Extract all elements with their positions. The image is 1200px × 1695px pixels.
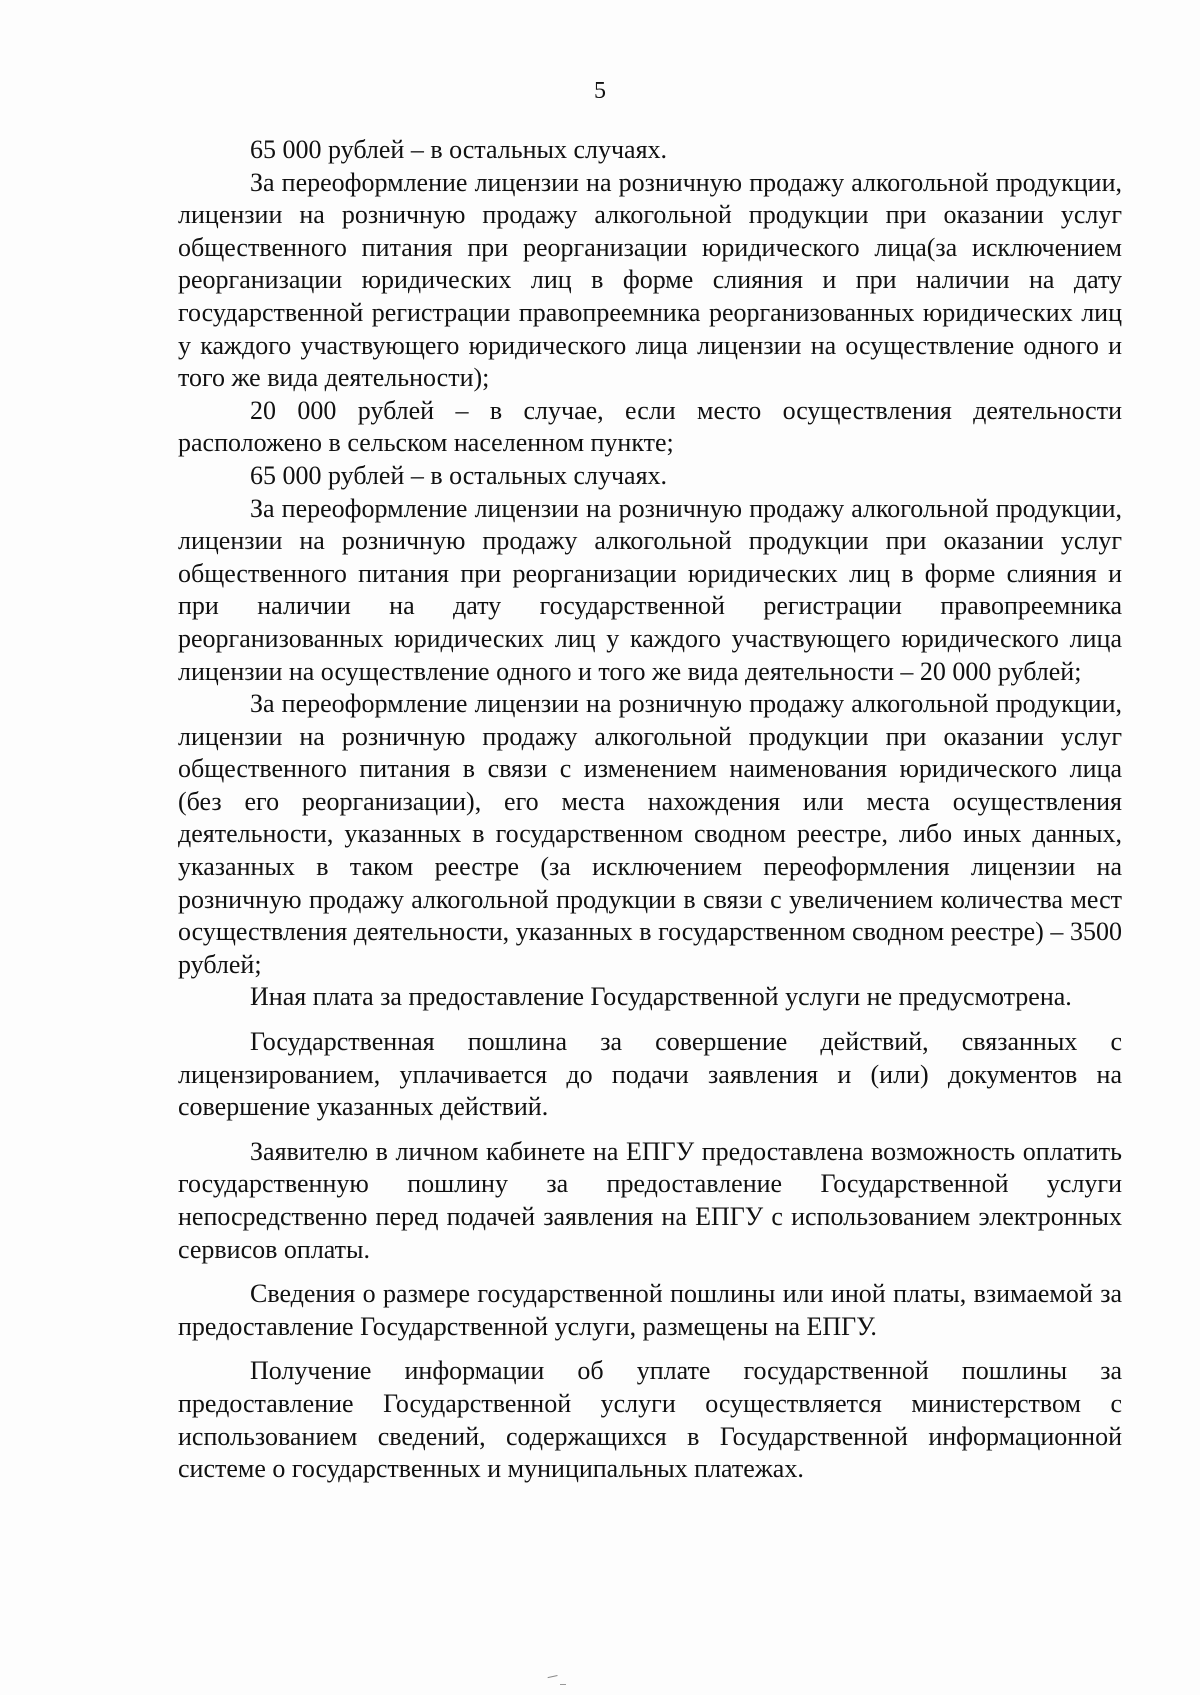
paragraph-epgu-payment: Заявителю в личном кабинете на ЕПГУ предоставлена возможность оплатить государственную пошлину за предоставление Государственной услуги непосредственно перед подачей заявления на ЕПГУ с использованием электронных сервисов оплаты. [178, 1136, 1122, 1264]
page-number: 5 [594, 78, 606, 104]
paragraph-no-other-fee: Иная плата за предоставление Государственной услуги не предусмотрена. [250, 982, 1072, 1012]
scan-artifact-small [560, 1684, 566, 1687]
paragraph-rural-rate: 20 000 рублей – в случае, если место осуществления деятельности расположено в сельском населенном пункте; [178, 395, 1122, 458]
paragraph-payment-verification: Получение информации об уплате государственной пошлины за предоставление Государственной услуги осуществляется министерством с использованием сведений, содержащихся в Государственной информационной системе о государственных и муниципальных платежах. [178, 1356, 1122, 1484]
paragraph-merger-fee: За переоформление лицензии на розничную продажу алкогольной продукции, лицензии на розничную продажу алкогольной продукции при оказании услуг общественного питания при реорганизации юридических лиц в форме слияния и при наличии на дату государственной регистрации правопреемника реорганизованных юридических лиц у каждого участвующего юридического лица лицензии на осуществление одного и того же вида деятельности – 20 000 рублей; [178, 493, 1122, 686]
paragraph-reorganization-fee: За переоформление лицензии на розничную продажу алкогольной продукции, лицензии на розничную продажу алкогольной продукции при оказании услуг общественного питания при реорганизации юридического лица(за исключением реорганизации юридических лиц в форме слияния и при наличии на дату государственной регистрации правопреемника реорганизованных юридических лиц у каждого участвующего юридического лица лицензии на осуществление одного и того же вида деятельности); [178, 167, 1122, 393]
paragraph-duty-payment-timing: Государственная пошлина за совершение действий, связанных с лицензированием, уплачивается до подачи заявления и (или) документов на совершение указанных действий. [178, 1027, 1122, 1122]
paragraph-name-change-fee: За переоформление лицензии на розничную продажу алкогольной продукции, лицензии на розничную продажу алкогольной продукции при оказании услуг общественного питания в связи с изменением наименования юридического лица (без его реорганизации), его места нахождения или места осуществления деятельности, указанных в государственном сводном реестре, либо иных данных, указанных в таком реестре (за исключением переоформления лицензии на розничную продажу алкогольной продукции в связи с увеличением количества мест осуществления деятельности, указанных в государственном сводном реестре) – 3500 рублей; [178, 689, 1122, 979]
scan-artifact [548, 1675, 559, 1682]
document-body [178, 134, 1122, 1486]
paragraph-rate-other-cases-1: 65 000 рублей – в остальных случаях. [250, 135, 668, 164]
paragraph-fee-info-location: Сведения о размере государственной пошлины или иной платы, взимаемой за предоставление Государственной услуги, размещены на ЕПГУ. [178, 1279, 1122, 1341]
paragraph-rate-other-cases-2: 65 000 рублей – в остальных случаях. [250, 460, 668, 490]
